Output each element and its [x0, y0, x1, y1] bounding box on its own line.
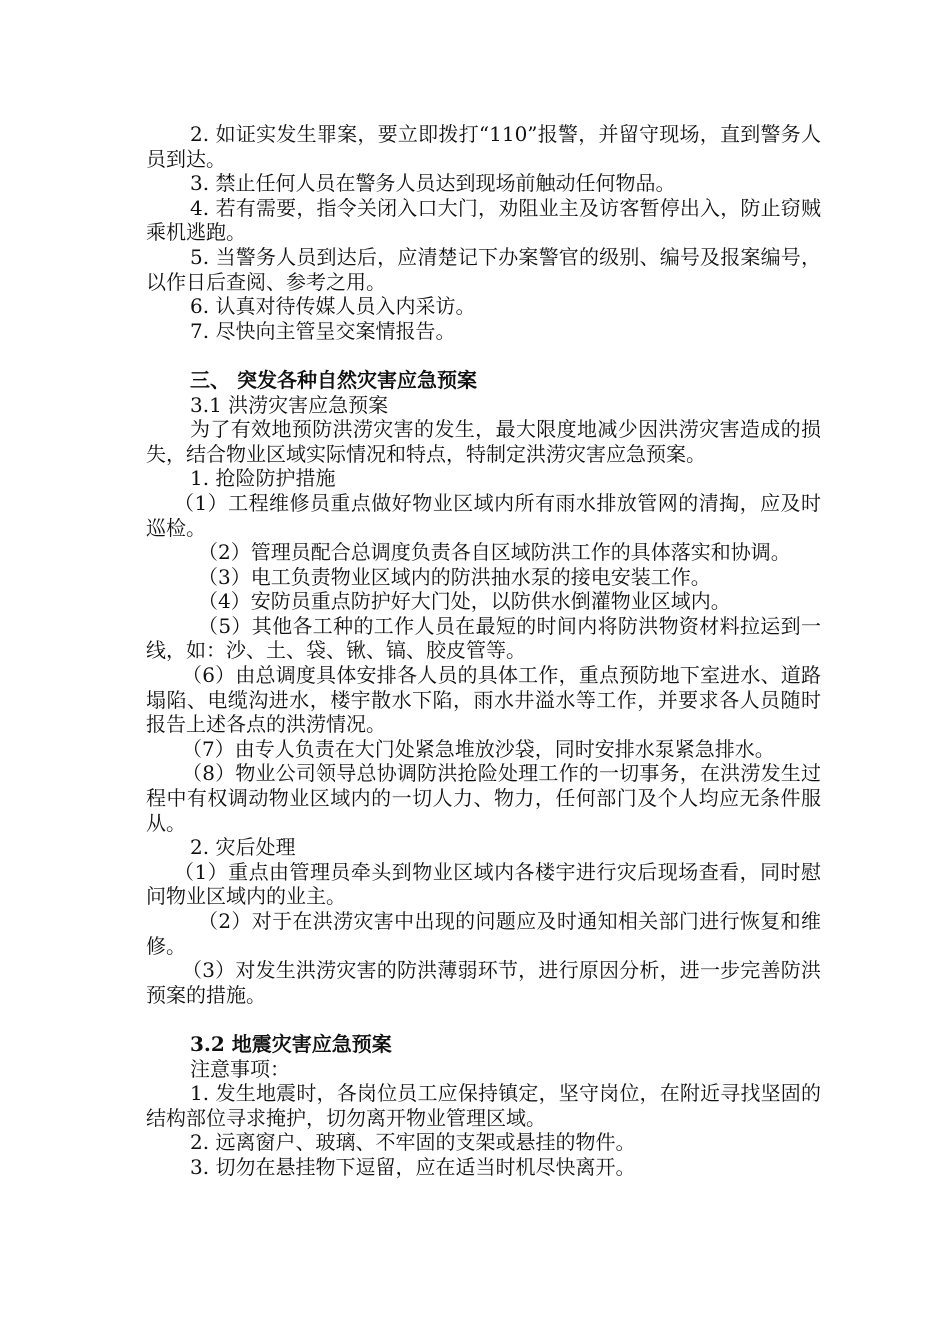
flood-measure-8: （8）物业公司领导总协调防洪抢险处理工作的一切事务，在洪涝发生过程中有权调动物业区域内的一切人力、物力，任何部门及个人均应无条件服从。 — [146, 761, 821, 835]
theft-item-7: 7. 尽快向主管呈交案情报告。 — [190, 318, 456, 343]
section-3-title: 三、 突发各种自然灾害应急预案 — [190, 367, 477, 392]
flood-measure-6: （6）由总调度具体安排各人员的具体工作，重点预防地下室进水、道路塌陷、电缆沟进水，楼宇散水下陷，雨水井溢水等工作，并要求各人员随时报告上述各点的洪涝情况。 — [146, 663, 821, 737]
earthquake-plan-title: 3.2 地震灾害应急预案 — [190, 1031, 392, 1056]
earthquake-note-1: 1. 发生地震时，各岗位员工应保持镇定，坚守岗位，在附近寻找坚固的结构部位寻求掩护，切勿离开物业管理区域。 — [146, 1081, 821, 1130]
earthquake-note-2: 2. 远离窗户、玻璃、不牢固的支架或悬挂的物件。 — [190, 1130, 636, 1155]
flood-measure-2: （2）管理员配合总调度负责各自区域防洪工作的具体落实和协调。 — [198, 540, 791, 565]
flood-measure-4: （4）安防员重点防护好大门处，以防供水倒灌物业区域内。 — [198, 589, 731, 614]
flood-aftermath-3: （3）对发生洪涝灾害的防洪薄弱环节，进行原因分析，进一步完善防洪预案的措施。 — [146, 958, 821, 1007]
flood-aftermath-title: 2. 灾后处理 — [190, 835, 296, 860]
document-page — [146, 122, 821, 1180]
spacer — [146, 343, 821, 368]
theft-item-2: 2. 如证实发生罪案，要立即拨打“110”报警，并留守现场，直到警务人员到达。 — [146, 122, 821, 171]
theft-item-6: 6. 认真对待传媒人员入内采访。 — [190, 294, 476, 319]
theft-item-5: 5. 当警务人员到达后，应清楚记下办案警官的级别、编号及报案编号，以作日后查阅、参考之用。 — [146, 244, 821, 294]
theft-item-4: 4. 若有需要，指令关闭入口大门，劝阻业主及访客暂停出入，防止窃贼乘机逃跑。 — [146, 195, 821, 245]
theft-item-3: 3. 禁止任何人员在警务人员达到现场前触动任何物品。 — [190, 171, 676, 196]
flood-measure-7: （7）由专人负责在大门处紧急堆放沙袋，同时安排水泵紧急排水。 — [182, 736, 775, 761]
flood-plan-title: 3.1 洪涝灾害应急预案 — [190, 392, 389, 417]
flood-measures-title: 1. 抢险防护措施 — [190, 466, 336, 491]
flood-measure-5: （5）其他各工种的工作人员在最短的时间内将防洪物资材料拉运到一线，如：沙、土、袋、锹、镐、胶皮管等。 — [146, 613, 821, 663]
spacer — [146, 1007, 821, 1032]
flood-measure-1: （1）工程维修员重点做好物业区域内所有雨水排放管网的清掏，应及时巡检。 — [146, 490, 821, 540]
flood-plan-intro: 为了有效地预防洪涝灾害的发生，最大限度地减少因洪涝灾害造成的损失，结合物业区域实际情况和特点，特制定洪涝灾害应急预案。 — [146, 417, 821, 466]
flood-aftermath-1: （1）重点由管理员牵头到物业区域内各楼宇进行灾后现场查看，同时慰问物业区域内的业主。 — [146, 859, 821, 909]
earthquake-notes-title: 注意事项： — [190, 1056, 290, 1081]
flood-aftermath-2: （2）对于在洪涝灾害中出现的问题应及时通知相关部门进行恢复和维修。 — [146, 909, 821, 958]
flood-measure-3: （3）电工负责物业区域内的防洪抽水泵的接电安装工作。 — [198, 564, 711, 589]
earthquake-note-3: 3. 切勿在悬挂物下逗留，应在适当时机尽快离开。 — [190, 1154, 636, 1179]
